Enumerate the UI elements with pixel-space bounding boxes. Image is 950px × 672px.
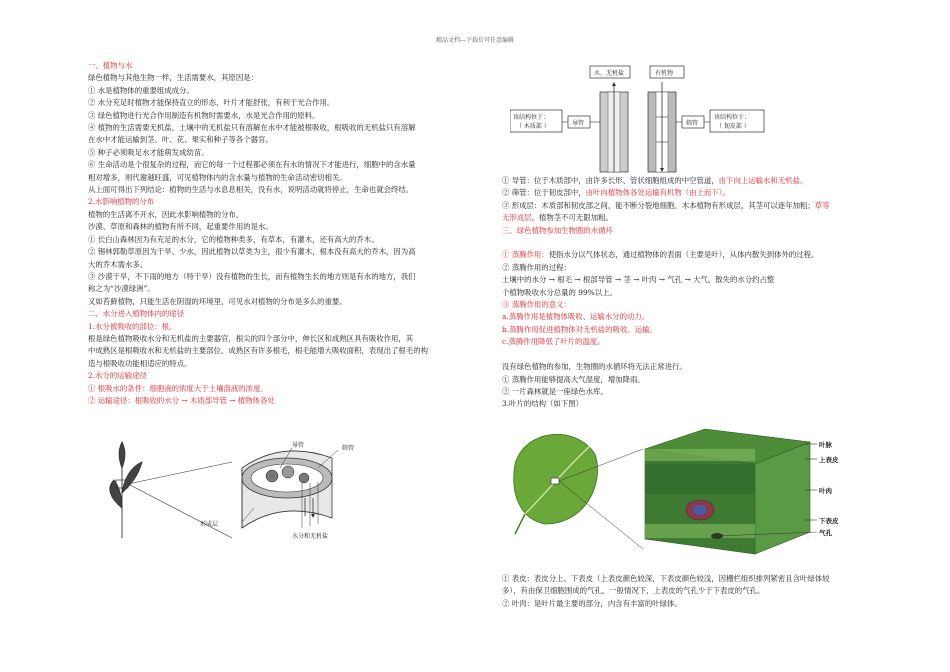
text-segment: ，植物茎不可无限加粗。 (531, 213, 613, 223)
left-line: 又如苔藓植物，只能生活在阴湿的环境里，可见水对植物的分布是多么的重要。 (88, 296, 347, 306)
right-line (502, 175, 878, 187)
right-line (502, 225, 878, 237)
text-segment: 使指水分以气体状态，通过植物体的表面（主要是叶），从体内散失到体外的过程。 (548, 250, 819, 260)
text-segment: ① 导管：位于木质部中，由许多长形、管状细胞组成的中空管道， (502, 176, 719, 185)
stem-cross-section-figure (92, 438, 392, 548)
right-column-a (502, 175, 878, 411)
right-line (502, 249, 878, 261)
phloem-sieve (648, 82, 676, 172)
text-segment: 。 (722, 188, 730, 198)
left-line: 造与根吸收功能相适应的特点。 (88, 358, 192, 368)
left-line: ⑤ 种子必须吸足水才能萌发成幼苗。 (88, 147, 209, 157)
leaf-structure-figure (505, 424, 840, 564)
text-segment: ① 蒸腾作用： (502, 250, 549, 260)
text-segment: 由下向上运输水和无机盐。 (718, 176, 808, 185)
left-line: 相对增多，则代谢越旺盛，可见植物体内的含水量与植物的生命活动密切相关。 (88, 172, 347, 182)
left-line: ② 水分充足时植物才能保持直立的形态，叶片才能舒张，有利于光合作用。 (88, 98, 335, 108)
left-line: 2.水分的运输途径 (88, 371, 147, 381)
left-line: 中成熟区是根吸收水和无机盐的主要部位，成熟区有许多根毛，根毛能增大吸收面积，表现出了根毛的构 (88, 346, 428, 356)
leaf-cross-section-block (645, 429, 810, 554)
right-line: 多），有由保卫细胞围成的气孔，一般情况下，上表皮的气孔少于下表皮的气孔。 (502, 586, 765, 596)
text-segment: 草等 (814, 200, 830, 210)
left-column (88, 60, 460, 407)
right-column-b (502, 573, 878, 610)
right-line (502, 311, 878, 323)
label-lower-epidermis: 下表皮 (819, 517, 839, 525)
right-line (502, 374, 878, 386)
leaf-illustration (514, 434, 598, 534)
left-line: ④ 植物的生活需要无机盐，土壤中的无机盐只有溶解在水中才能被根吸收，根吸收的无机盐只有溶解 (88, 123, 416, 133)
label-mesophyll: 叶肉 (819, 487, 832, 495)
left-line: 1.水分被吸收的部位：根。 (88, 321, 177, 331)
right-line (502, 200, 878, 212)
right-line (502, 398, 878, 410)
right-line (502, 386, 878, 398)
stem-block (242, 451, 332, 528)
left-line: ① 长白山森林因为有充足的水分，它的植物种类多，有草本，有灌木，还有高大的乔木。 (88, 234, 379, 244)
xylem-vessel (600, 84, 628, 172)
label-stoma: 气孔 (819, 529, 832, 537)
left-line: ② 运输途径：根吸收的水分 → 木质部导管 → 植物体各处 (88, 395, 275, 405)
left-line: 绿色植物与其他生物一样，生活需要水，其原因是： (88, 73, 258, 83)
right-line (502, 212, 878, 224)
box-left-1: 该结构位于： (513, 114, 550, 121)
left-line: 大的乔木需水多。 (88, 259, 148, 269)
text-segment: ① 蒸腾作用能够提高大气湿度，增加降雨。 (502, 374, 645, 384)
box-left-2: （ 木质部 ） (516, 123, 550, 130)
text-segment: a.蒸腾作用是植物体吸收、运输水分的动力。 (502, 312, 650, 322)
left-line: ⑥ 生命活动是个很复杂的过程，而它的每一个过程都必须在有水的情况下才能进行，细胞中的含水量 (88, 160, 416, 170)
plant-sketch (110, 442, 142, 538)
text-segment: c.蒸腾作用降低了叶片的温度。 (502, 337, 605, 347)
label-upper-epidermis: 上表皮 (819, 456, 839, 464)
right-line (502, 324, 878, 336)
right-line (502, 361, 878, 373)
vessel-sieve-figure (510, 62, 775, 174)
text-segment: ② 一片森林就是一座绿色水库。 (502, 386, 608, 396)
right-line (502, 287, 878, 299)
right-line (502, 349, 878, 361)
right-line (502, 274, 878, 286)
left-line: ③ 绿色植物进行光合作用制造有机物时需要水，水是光合作用的原料。 (88, 110, 320, 120)
text-segment: 土壤中的水分 → 根毛 → 根部导管 → 茎 → 叶肉 → 气孔 → 大气。散失的水分约占整 (502, 275, 775, 285)
text-segment: ③ 蒸腾作用的意义： (502, 300, 571, 310)
label-sieve: 筛管 (342, 445, 355, 452)
label-vein: 叶脉 (819, 441, 832, 449)
right-line (502, 237, 878, 249)
left-line: 植物的生活离不开水，因此水影响植物的分布。 (88, 209, 244, 219)
right-line (502, 299, 878, 311)
left-line: ① 根吸水的条件：细胞液的浓度大于土壤溶液的浓度。 (88, 383, 268, 393)
text-segment: 无形成层 (502, 213, 532, 223)
right-line: ① 表皮：表皮分上、下表皮（上表皮颜色较深，下表皮颜色较浅，因栅栏组织排列紧密且含叶绿体较 (502, 574, 830, 583)
right-line (502, 336, 878, 348)
box-water: 水、无机盐 (594, 70, 625, 77)
right-line: ② 叶肉：是叶片最主要的部分，内含有丰富的叶绿体。 (502, 598, 682, 608)
box-vessel: 导管 (572, 120, 585, 127)
left-line: ① 水是植物体的重要组成成分。 (88, 85, 194, 95)
left-line: 根是绿色植物吸收水分和无机盐的主要器官，根尖的四个部分中，伸长区和成熟区具有吸收作用，其 (88, 333, 414, 343)
left-line: ③ 沙漠干旱，不下雨的地方（特干旱）没有植物的生长，而有植物生长的地方则是有水的地方，我们 (88, 271, 416, 281)
text-segment: 由叶向植物体各处运输有机物（由上而下） (585, 188, 723, 198)
left-line: ② 锡林郭勒草原因为干旱、少水，因此植物以草类为主，很少有灌木，根本没有高大的乔木，因为高 (88, 247, 416, 257)
left-line: 沙漠、草原和森林的植物有所不同，起重要作用的是水。 (88, 222, 273, 232)
text-segment: 3.叶片的结构（如下图） (502, 399, 583, 409)
box-right-1: 该结构位于： (714, 114, 751, 121)
left-line: 一、植物与水 (88, 61, 133, 70)
box-sieve: 筛管 (686, 120, 699, 127)
right-line (502, 187, 878, 199)
text-segment: ② 蒸腾作用的过程： (502, 262, 571, 272)
text-segment: ② 筛管：位于韧皮部中， (502, 188, 586, 198)
label-vessel: 导管 (292, 442, 305, 449)
text-segment: 个植物吸收水分总量的 99%以上。 (502, 287, 617, 297)
text-segment: ③ 形成层：木质部和韧皮部之间，能不断分裂地细胞。木本植物有形成层，其茎可以逐年加粗； (502, 200, 815, 210)
text-segment: 三、绿色植物参加生物圈的水循环 (502, 225, 613, 235)
left-line: 从上面可得出下列结论：植物的生活与水息息相关，没有水，说明活动就将停止，生命也就会终结。 (88, 185, 414, 195)
page-header: 精品文档---下载后可任意编辑 (435, 37, 515, 44)
box-organic: 有机物 (655, 70, 674, 77)
text-segment: 没有绿色植物的参加，生物圈的水循环将无法正常进行。 (502, 362, 687, 372)
left-line: 称之为“沙漠绿洲”。 (88, 284, 155, 294)
box-right-2: （ 韧皮部 ） (716, 123, 750, 130)
left-line: 二、水分进入植物体内的途径 (88, 309, 185, 319)
text-segment: b.蒸腾作用促进植物体对无机盐的吸收、运输。 (502, 324, 657, 334)
left-line: 2.水影响植物的分布 (88, 197, 155, 207)
left-line: 在水中才能运输到茎、叶、花、果实和种子等各个器官。 (88, 135, 273, 145)
label-water: 水分和无机盐 (292, 533, 329, 540)
right-line (502, 262, 878, 274)
label-cambium: 形成层 (200, 521, 219, 528)
